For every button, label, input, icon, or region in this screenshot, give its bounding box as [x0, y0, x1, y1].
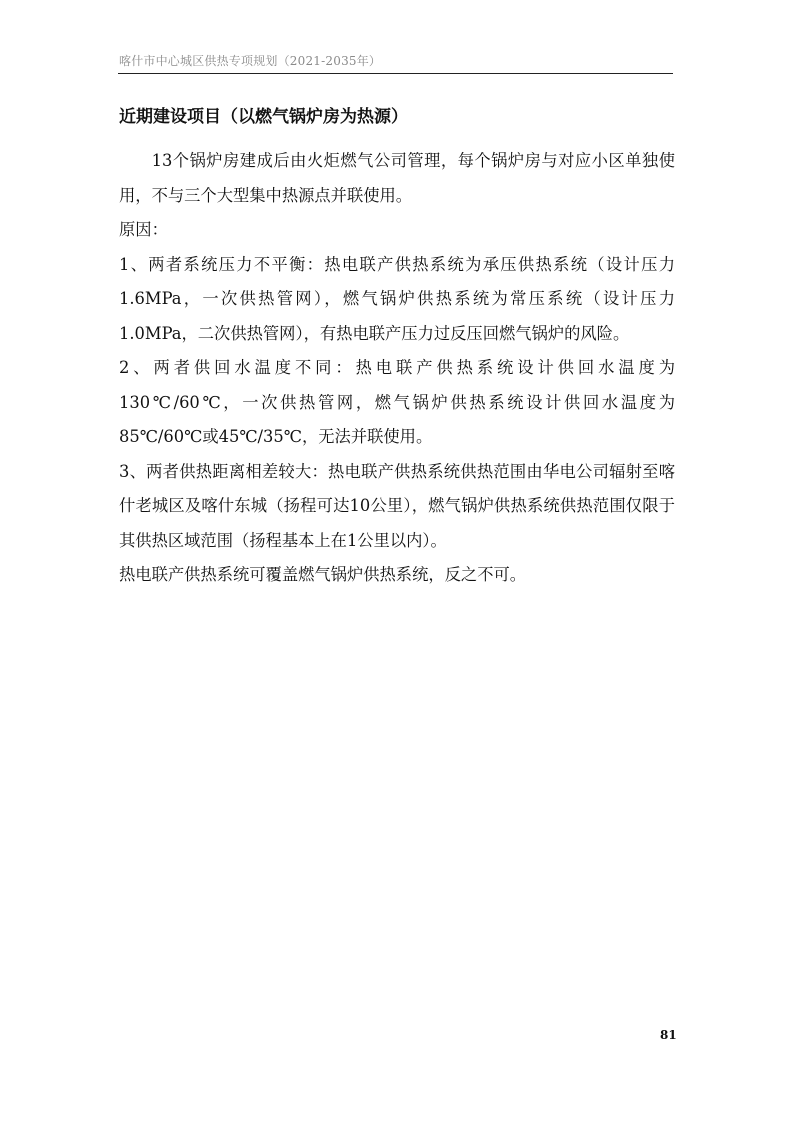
paragraph-intro: 13个锅炉房建成后由火炬燃气公司管理，每个锅炉房与对应小区单独使用，不与三个大型集中热源点并联使用。: [119, 151, 675, 205]
paragraph-reason-1: 1、两者系统压力不平衡：热电联产供热系统为承压供热系统（设计压力1.6MPa，一次供热管网），燃气锅炉供热系统为常压系统（设计压力1.0MPa，二次供热管网），有热电联产压力过反压回燃气锅炉的风险。: [119, 254, 675, 343]
page-number: 81: [660, 1028, 677, 1042]
paragraph-reason-3: 3、两者供热距离相差较大：热电联产供热系统供热范围由华电公司辐射至喀什老城区及喀什东城（扬程可达10公里），燃气锅炉供热系统供热范围仅限于其供热区域范围（扬程基本上在1公里以内）。: [119, 461, 675, 550]
page-body: [119, 104, 675, 593]
paragraph-reason-2: 2、两者供回水温度不同：热电联产供热系统设计供回水温度为130℃/60℃，一次供热管网，燃气锅炉供热系统设计供回水温度为85℃/60℃或45℃/35℃，无法并联使用。: [119, 358, 675, 446]
section-heading: 近期建设项目（以燃气锅炉房为热源）: [119, 107, 408, 127]
paragraph-reason-label: 原因：: [119, 220, 168, 239]
running-header: 喀什市中心城区供热专项规划（2021-2035年）: [119, 54, 382, 68]
header-divider: [118, 73, 673, 74]
paragraph-conclusion: 热电联产供热系统可覆盖燃气锅炉供热系统，反之不可。: [119, 565, 527, 584]
